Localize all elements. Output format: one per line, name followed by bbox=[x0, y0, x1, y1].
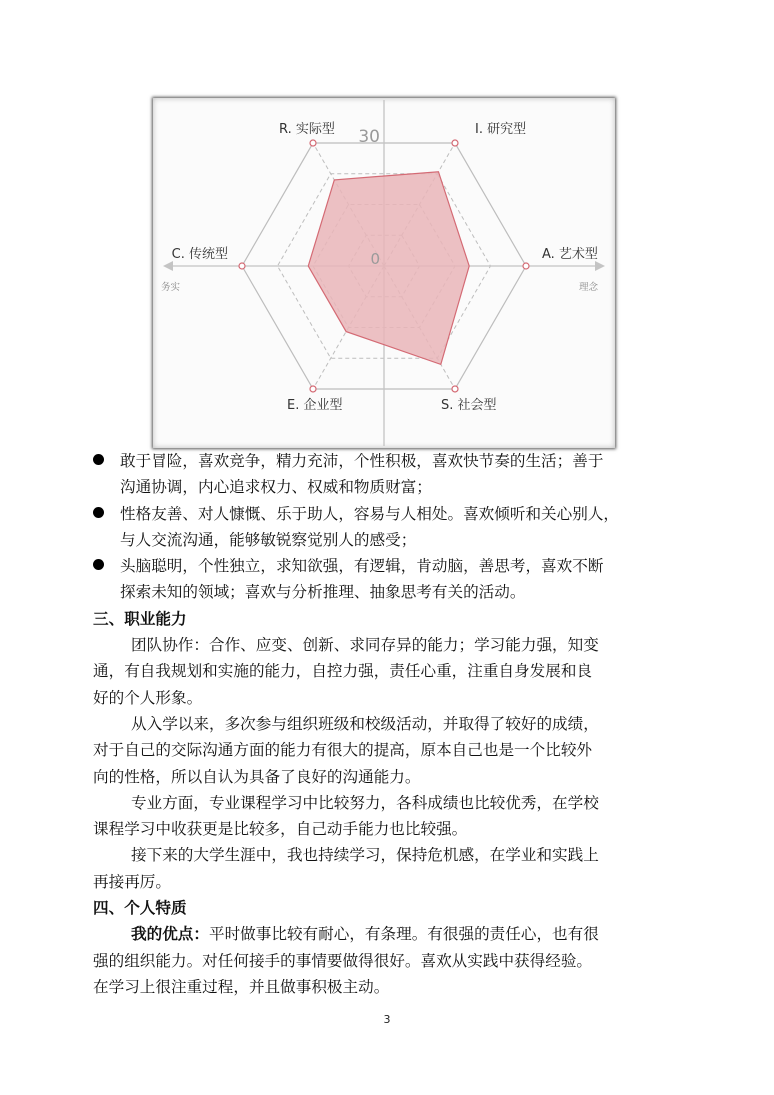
bullet-text: 沟通协调，内心追求权力、权威和物质财富； bbox=[120, 478, 432, 497]
bullet-dot-icon bbox=[93, 559, 104, 570]
vertex-dot bbox=[310, 386, 316, 392]
paragraph-line: 团队协作：合作、应变、创新、求同存异的能力；学习能力强，知变 bbox=[131, 636, 599, 655]
bullet-line bbox=[93, 579, 685, 605]
document-body bbox=[93, 448, 685, 1000]
paragraph-line: 从入学以来，多次参与组织班级和校级活动，并取得了较好的成绩， bbox=[131, 714, 599, 733]
bullet-text: 与人交流沟通，能够敏锐察觉别人的感受； bbox=[120, 530, 417, 549]
bullet-dot-icon bbox=[93, 454, 104, 465]
paragraph-line: 再接再厉。 bbox=[93, 872, 171, 891]
axis-label: S. 社会型 bbox=[441, 397, 497, 413]
section3-heading: 三、职业能力 bbox=[93, 608, 187, 628]
paragraph-line: 通，有自我规划和实施的能力，自控力强，责任心重，注重自身发展和良 bbox=[93, 662, 593, 681]
section4-heading: 四、个人特质 bbox=[93, 898, 187, 918]
bullet-line bbox=[93, 474, 685, 500]
axis-label: R. 实际型 bbox=[279, 122, 335, 138]
paragraph-line bbox=[93, 974, 685, 1000]
strength-text: 在学习上很注重过程，并且做事积极主动。 bbox=[93, 977, 390, 996]
axis-end-right-label: 理念 bbox=[579, 282, 599, 293]
arrow-right-icon bbox=[595, 261, 605, 271]
axis-label: E. 企业型 bbox=[287, 397, 343, 413]
axis-label: C. 传统型 bbox=[171, 247, 228, 262]
bullet-line bbox=[93, 553, 685, 579]
strength-text: 平时做事比较有耐心，有条理。有很强的责任心，也有很 bbox=[208, 925, 599, 944]
section4-paragraph bbox=[93, 921, 685, 1000]
axis-label: A. 艺术型 bbox=[542, 247, 598, 262]
paragraph-line bbox=[93, 948, 685, 974]
data-polygon bbox=[308, 172, 469, 365]
radar-svg bbox=[153, 98, 615, 448]
scale-max-label: 30 bbox=[358, 127, 380, 147]
trait-bullet-list bbox=[93, 448, 685, 606]
paragraph-line: 向的性格，所以自认为具备了良好的沟通能力。 bbox=[93, 767, 421, 786]
axis-end-left-label: 务实 bbox=[161, 282, 181, 293]
bullet-line bbox=[93, 501, 685, 527]
bullet-text: 性格友善、对人慷慨、乐于助人，容易与人相处。喜欢倾听和关心别人， bbox=[120, 504, 620, 523]
radar-labels bbox=[161, 121, 599, 413]
bullet-line bbox=[93, 527, 685, 553]
paragraph-line: 专业方面，专业课程学习中比较努力，各科成绩也比较优秀，在学校 bbox=[131, 793, 599, 812]
axis-label: I. 研究型 bbox=[475, 122, 527, 138]
page-number: 3 bbox=[383, 1013, 391, 1026]
paragraph-line bbox=[93, 921, 685, 947]
bullet-text: 头脑聪明，个性独立，求知欲强，有逻辑，肯动脑，善思考，喜欢不断 bbox=[120, 557, 604, 576]
vertex-dot bbox=[452, 140, 458, 146]
vertex-dot bbox=[310, 140, 316, 146]
paragraph-line: 接下来的大学生涯中，我也持续学习，保持危机感，在学业和实践上 bbox=[131, 846, 599, 865]
scale-min-label: 0 bbox=[370, 250, 380, 268]
vertex-dot bbox=[239, 263, 245, 269]
holland-radar-chart bbox=[153, 98, 615, 448]
paragraph-line: 对于自己的交际沟通方面的能力有很大的提高，原本自己也是一个比较外 bbox=[93, 741, 593, 760]
strength-label: 我的优点： bbox=[131, 924, 209, 944]
arrow-left-icon bbox=[163, 261, 173, 271]
vertex-dot bbox=[452, 386, 458, 392]
bullet-text: 探索未知的领域；喜欢与分析推理、抽象思考有关的活动。 bbox=[120, 583, 526, 602]
vertex-dot bbox=[523, 263, 529, 269]
paragraph-line: 好的个人形象。 bbox=[93, 688, 203, 707]
bullet-line bbox=[93, 448, 685, 474]
bullet-dot-icon bbox=[93, 507, 104, 518]
section3-paragraphs bbox=[93, 632, 685, 895]
bullet-text: 敢于冒险，喜欢竞争，精力充沛，个性积极，喜欢快节奏的生活；善于 bbox=[120, 452, 604, 470]
paragraph-line: 课程学习中收获更是比较多，自己动手能力也比较强。 bbox=[93, 820, 468, 839]
strength-text: 强的组织能力。对任何接手的事情要做得很好。喜欢从实践中获得经验。 bbox=[93, 951, 593, 970]
